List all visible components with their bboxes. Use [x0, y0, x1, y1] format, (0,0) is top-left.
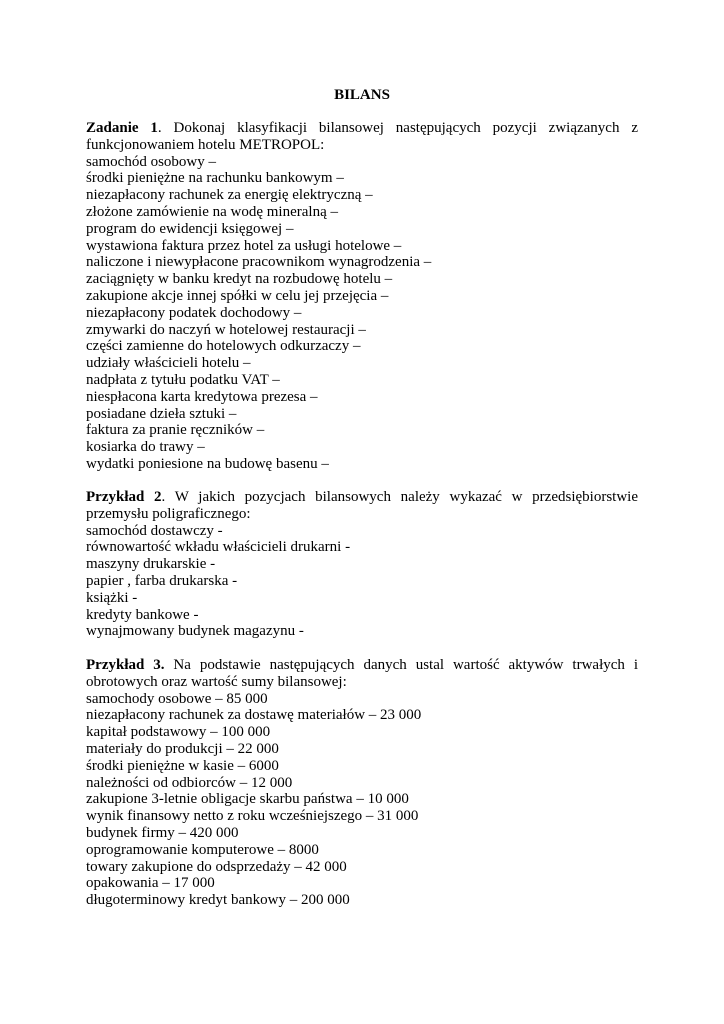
list-item: należności od odbiorców – 12 000 — [86, 774, 293, 791]
item-list — [86, 691, 638, 909]
list-item: zmywarki do naczyń w hotelowej restauracji – — [86, 321, 366, 338]
section-zadanie-1 — [86, 120, 638, 473]
section-intro-text: . W jakich pozycjach bilansowych należy wykazać w przedsiębiorstwie przemysłu poligraficznego: — [86, 489, 638, 522]
list-item: kredyty bankowe - — [86, 606, 199, 623]
section-przyklad-2 — [86, 489, 638, 640]
list-item: niezapłacony rachunek za dostawę materiałów – 23 000 — [86, 707, 422, 724]
list-item: długoterminowy kredyt bankowy – 200 000 — [86, 892, 350, 909]
list-item: niezapłacony rachunek za energię elektryczną – — [86, 187, 373, 204]
document-title: BILANS — [334, 87, 390, 103]
list-item: wydatki poniesione na budowę basenu – — [86, 455, 329, 472]
list-item: udziały właścicieli hotelu – — [86, 355, 251, 372]
list-item: zaciągnięty w banku kredyt na rozbudowę hotelu – — [86, 271, 393, 288]
list-item: maszyny drukarskie - — [86, 556, 216, 573]
list-item: niezapłacony podatek dochodowy – — [86, 304, 302, 321]
list-item: wynik finansowy netto z roku wcześniejszego – 31 000 — [86, 808, 419, 825]
section-intro — [86, 120, 638, 154]
section-intro-text: . Dokonaj klasyfikacji bilansowej następujących pozycji związanych z funkcjonowaniem hotelu METROPOL: — [86, 120, 639, 153]
list-item: zakupione 3-letnie obligacje skarbu państwa – 10 000 — [86, 791, 409, 808]
list-item: książki - — [86, 589, 138, 606]
list-item: papier , farba drukarska - — [86, 572, 238, 589]
list-item: samochód osobowy – — [86, 153, 216, 170]
item-list — [86, 523, 638, 641]
list-item: części zamienne do hotelowych odkurzaczy – — [86, 338, 361, 355]
list-item: równowartość wkładu właścicieli drukarni - — [86, 539, 351, 556]
list-item: faktura za pranie ręczników – — [86, 422, 265, 439]
list-item: wystawiona faktura przez hotel za usługi hotelowe – — [86, 237, 402, 254]
section-intro-text: Na podstawie następujących danych ustal wartość aktywów trwałych i obrotowych oraz wartość sumy bilansowej: — [86, 657, 638, 690]
list-item: samochody osobowe – 85 000 — [86, 690, 268, 707]
list-item: program do ewidencji księgowej – — [86, 220, 294, 237]
list-item: środki pieniężne na rachunku bankowym – — [86, 170, 344, 187]
list-item: towary zakupione do odsprzedaży – 42 000 — [86, 858, 347, 875]
list-item: materiały do produkcji – 22 000 — [86, 740, 279, 757]
list-item: naliczone i niewypłacone pracownikom wynagrodzenia – — [86, 254, 432, 271]
list-item: złożone zamówienie na wodę mineralną – — [86, 203, 338, 220]
list-item: wynajmowany budynek magazynu - — [86, 623, 304, 640]
item-list — [86, 154, 638, 473]
list-item: opakowania – 17 000 — [86, 875, 215, 892]
list-item: nadpłata z tytułu podatku VAT – — [86, 371, 280, 388]
section-przyklad-3 — [86, 657, 638, 909]
list-item: samochód dostawczy - — [86, 522, 223, 539]
section-intro — [86, 657, 638, 691]
list-item: oprogramowanie komputerowe – 8000 — [86, 841, 319, 858]
section-label: Przykład 3. — [86, 657, 165, 673]
list-item: posiadane dzieła sztuki – — [86, 405, 237, 422]
list-item: środki pieniężne w kasie – 6000 — [86, 757, 279, 774]
list-item: zakupione akcje innej spółki w celu jej przejęcia – — [86, 287, 389, 304]
section-label: Zadanie 1 — [86, 120, 158, 136]
list-item: kapitał podstawowy – 100 000 — [86, 724, 271, 741]
list-item: niespłacona karta kredytowa prezesa – — [86, 388, 318, 405]
list-item: kosiarka do trawy – — [86, 439, 205, 456]
section-intro — [86, 489, 638, 523]
list-item: budynek firmy – 420 000 — [86, 824, 239, 841]
section-label: Przykład 2 — [86, 489, 162, 505]
